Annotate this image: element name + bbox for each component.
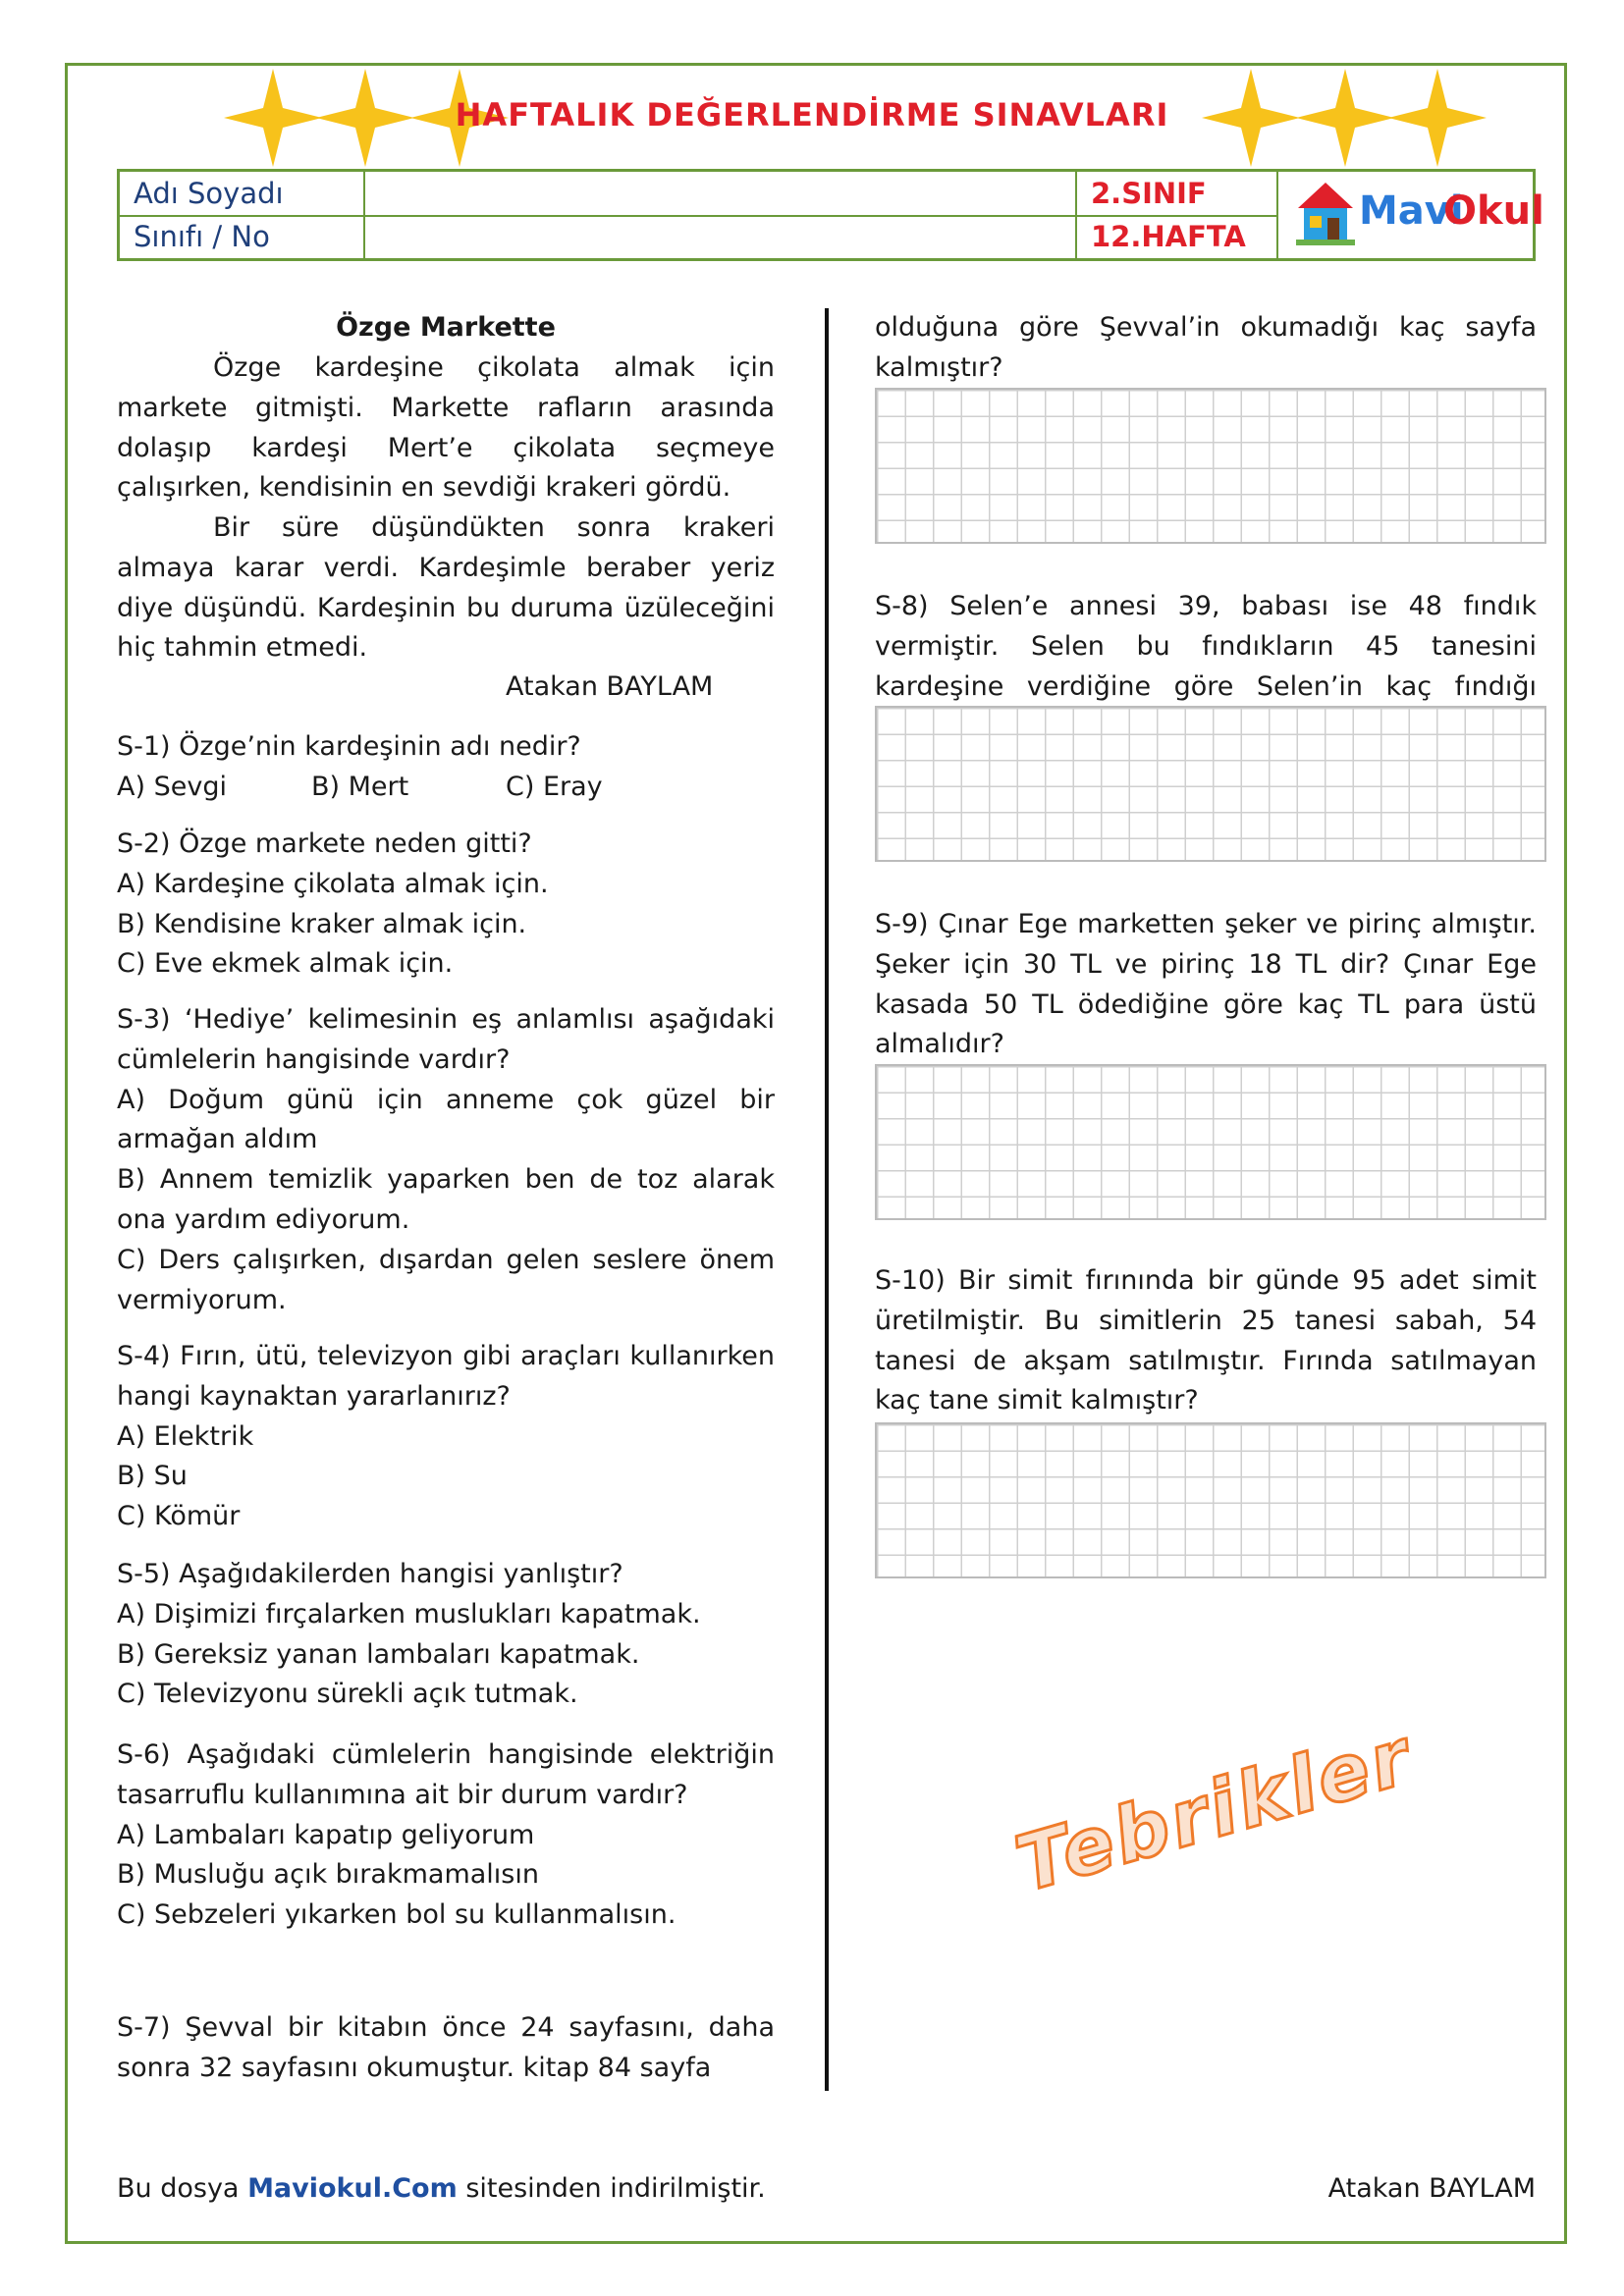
option-a[interactable]: A) Doğum günü için anneme çok güzel bir armağan aldım [117, 1084, 775, 1155]
option-c[interactable]: C) Kömür [117, 1501, 241, 1532]
question-text: S-2) Özge markete neden gitti? [117, 828, 532, 859]
class-label: Sınıfı / No [134, 220, 270, 253]
star-icon [1296, 69, 1394, 167]
option-a[interactable]: A) Sevgi [117, 771, 227, 802]
exam-title: HAFTALIK DEĞERLENDİRME SINAVLARI [455, 96, 1169, 133]
question-1 [117, 727, 775, 808]
option-b[interactable]: B) Su [117, 1461, 188, 1492]
option-c[interactable]: C) Ders çalışırken, dışardan gelen seslere önem vermiyorum. [117, 1244, 775, 1315]
option-a[interactable]: A) Lambaları kapatıp geliyorum [117, 1819, 535, 1850]
footer-prefix: Bu dosya [117, 2173, 248, 2204]
option-b[interactable]: B) Gereksiz yanan lambaları kapatmak. [117, 1638, 640, 1670]
story-author: Atakan BAYLAM [506, 671, 714, 702]
grade-label: 2.SINIF [1091, 177, 1207, 210]
answer-grid-9[interactable] [875, 1064, 1546, 1220]
column-divider [825, 308, 829, 2091]
week-label: 12.HAFTA [1091, 220, 1246, 253]
option-b[interactable]: B) Kendisine kraker almak için. [117, 908, 527, 939]
question-2 [117, 825, 775, 985]
story-title: Özge Markette [336, 312, 556, 343]
answer-grid-10[interactable] [875, 1422, 1546, 1578]
option-c[interactable]: C) Eray [506, 771, 603, 802]
question-text: S-1) Özge’nin kardeşinin adı nedir? [117, 731, 581, 762]
option-a[interactable]: A) Elektrik [117, 1420, 254, 1452]
tebrikler-stamp: Tebrikler [1006, 1712, 1423, 1910]
footer-suffix: sitesinden indirilmiştir. [457, 2173, 766, 2204]
question-7-part-1: S-7) Şevval bir kitabın önce 24 sayfasını, daha sonra 32 sayfasını okumuştur. kitap 84 sayfa [117, 2012, 775, 2083]
answer-grid-7[interactable] [875, 388, 1546, 544]
option-c[interactable]: C) Sebzeleri yıkarken bol su kullanmalısın. [117, 1899, 677, 1931]
name-label: Adı Soyadı [134, 177, 284, 210]
star-icon [1388, 69, 1487, 167]
option-b[interactable]: B) Annem temizlik yaparken ben de toz alarak ona yardım ediyorum. [117, 1164, 775, 1235]
class-field[interactable] [365, 215, 1075, 258]
option-b[interactable]: B) Mert [311, 771, 409, 802]
story-paragraph-1: Özge kardeşine çikolata almak için markete gitmişti. Markette rafların arasında dolaşıp kardeşi Mert’e çikolata seçmeye çalışırken, kendisinin en sevdiği krakeri gördü. [117, 352, 775, 504]
question-text: S-3) ‘Hediye’ kelimesinin eş anlamlısı aşağıdaki cümlelerin hangisinde vardır? [117, 1004, 775, 1075]
star-icon [224, 69, 322, 167]
logo-text-mavi: Mavi [1359, 188, 1464, 234]
option-b[interactable]: B) Musluğu açık bırakmamalısın [117, 1859, 539, 1891]
question-9: S-9) Çınar Ege marketten şeker ve pirinç almıştır. Şeker için 30 TL ve pirinç 18 TL dir? Çınar Ege kasada 50 TL ödediğine göre kaç TL para üstü almalıdır? [875, 909, 1537, 1060]
question-5 [117, 1555, 775, 1715]
question-4 [117, 1337, 775, 1537]
question-7-part-2: olduğuna göre Şevval’in okumadığı kaç sayfa kalmıştır? [875, 312, 1537, 383]
question-10: S-10) Bir simit fırınında bir günde 95 adet simit üretilmiştir. Bu simitlerin 25 tanesi sabah, 54 tanesi de akşam satılmıştır. Fırında satılmayan kaç tane simit kalmıştır? [875, 1265, 1537, 1416]
question-6 [117, 1735, 775, 1936]
question-text: S-5) Aşağıdakilerden hangisi yanlıştır? [117, 1559, 623, 1589]
maviokul-logo [1296, 175, 1544, 253]
name-field[interactable] [365, 172, 1075, 215]
footer-note [117, 2173, 766, 2204]
question-8: S-8) Selen’e annesi 39, babası ise 48 fındık vermiştir. Selen bu fındıkların 45 tanesini kardeşine verdiğine göre Selen’in kaç fındığı [875, 591, 1537, 702]
logo-text-okul: Okul [1443, 188, 1544, 234]
option-c[interactable]: C) Televizyonu sürekli açık tutmak. [117, 1679, 578, 1710]
question-3 [117, 1000, 775, 1320]
footer-site-link[interactable]: Maviokul.Com [247, 2173, 458, 2204]
option-a[interactable]: A) Kardeşine çikolata almak için. [117, 868, 549, 899]
col-divider [1276, 172, 1278, 258]
answer-grid-8[interactable] [875, 706, 1546, 862]
house-icon [1296, 179, 1355, 247]
option-a[interactable]: A) Dişimizi fırçalarken muslukları kapatmak. [117, 1598, 701, 1629]
question-text: S-4) Fırın, ütü, televizyon gibi araçları kullanırken hangi kaynaktan yararlanırız? [117, 1341, 775, 1412]
story-paragraph-2: Bir süre düşündükten sonra krakeri almaya karar verdi. Kardeşimle beraber yeriz diye düşündü. Kardeşinin bu duruma üzüleceğini hiç tahmin etmedi. [117, 512, 775, 664]
footer-author: Atakan BAYLAM [1327, 2173, 1536, 2204]
option-c[interactable]: C) Eve ekmek almak için. [117, 948, 454, 980]
question-text: S-6) Aşağıdaki cümlelerin hangisinde elektriğin tasarruflu kullanımına ait bir durum vardır? [117, 1739, 775, 1810]
